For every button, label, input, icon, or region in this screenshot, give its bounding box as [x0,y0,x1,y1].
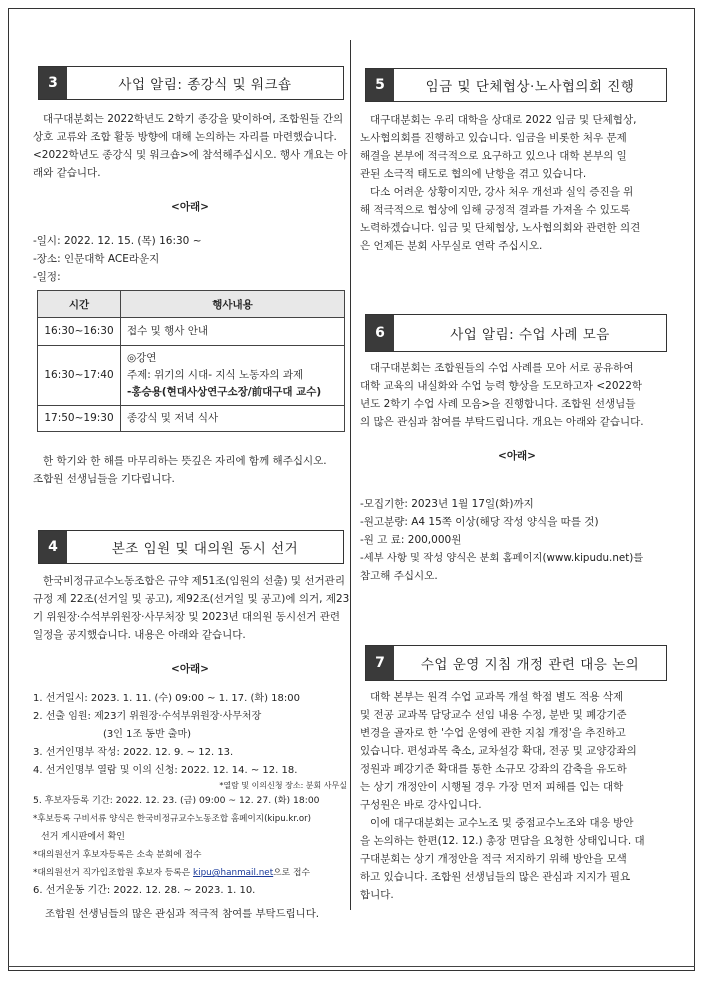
paragraph-line: 은 언제든 분회 사무실로 연락 주십시오. [360,240,543,252]
section-7 [365,645,667,681]
section-3 [38,66,344,100]
event-date: -일시: 2022. 12. 15. (목) 16:30 ~ [33,235,202,247]
paragraph-line: 일정을 공지했습니다. 내용은 아래와 같습니다. [33,629,246,641]
list-item: 1. 선거일시: 2023. 1. 11. (수) 09:00 ~ 1. 17. (화) 18:00 [33,693,300,704]
list-item: 2. 선출 임원: 제23기 위원장·수석부위원장·사무처장 [33,711,262,722]
schedule-table-wrap [37,290,345,432]
closing-line: 조합원 선생님들의 많은 관심과 적극적 참여를 부탁드립니다. [45,908,320,920]
section-3-details [33,232,347,286]
section-7-body [360,688,674,904]
paragraph-line: 상호 교류와 조합 활동 방향에 대해 논의하는 자리를 마련했습니다. [33,131,337,143]
section-number: 5 [366,69,394,101]
section-4-header [38,530,344,564]
row-line: ◎강연 [127,352,157,364]
list-note: 선거 게시판에서 확인 [41,832,125,842]
row-time: 16:30~17:40 [38,346,121,406]
closing-line: 한 학기와 한 해를 마무리하는 뜻깊은 자리에 함께 해주십시오. [43,455,327,467]
paragraph-line: 하고 있습니다. 조합원 선생님들의 많은 관심과 지지가 필요 [360,871,631,883]
paragraph-line: 규정 제 22조(선거일 및 공고), 제92조(선거일 및 공고)에 의거, 제23 [33,593,350,605]
paragraph-line: 있습니다. 편성과목 축소, 교차설강 확대, 전공 및 교양강좌의 [360,745,637,757]
row-line: 주제: 위기의 시대- 지식 노동자의 과제 [127,369,304,381]
email-link[interactable]: kipu@hanmail.net [193,868,274,878]
section-title: 사업 알림: 종강식 및 워크숍 [118,77,292,93]
paragraph-line: 한국비정규교수노동조합은 규약 제51조(임원의 선출) 및 선거관리 [43,575,345,587]
paragraph-line: 관된 소극적 태도로 협의에 난항을 겪고 있습니다. [360,168,587,180]
list-item: 3. 선거인명부 작성: 2022. 12. 9. ~ 12. 13. [33,747,234,758]
below-heading: <아래> [171,663,209,675]
paragraph-line: 기 위원장·수석부위원장·사무처장 및 2023년 대의원 동시선거 관련 [33,611,340,623]
section-title: 본조 임원 및 대의원 동시 선거 [111,541,299,557]
section-number: 6 [366,315,394,351]
paragraph-line: 노력하겠습니다. 임금 및 단체협상, 노사협의회와 관련한 의견 [360,222,641,234]
event-schedule-label: -일정: [33,271,61,283]
paragraph-line: 이에 대구대분회는 교수노조 및 중점교수노조와 대응 방안 [370,817,634,829]
row-content: 접수 및 행사 안내 [121,318,345,346]
section-4-body [33,572,350,679]
paragraph-line: 구대분회는 상기 개정안을 적극 저지하기 위해 방안을 모색 [360,853,627,865]
paragraph-line: 합니다. [360,889,394,901]
section-3-closing [33,452,347,488]
schedule-table [37,290,345,432]
section-number: 3 [39,67,67,99]
section-title: 임금 및 단체협상·노사협의회 진행 [425,79,635,95]
paragraph-line: 구성원은 바로 강사입니다. [360,799,482,811]
table-header-content: 행사내용 [121,291,345,318]
paragraph-line: 정원과 폐강기준 확대를 통한 소규모 강좌의 감축을 유도하 [360,763,627,775]
event-place: -장소: 인문대학 ACE라운지 [33,253,160,265]
paragraph-line: 대구대분회는 2022학년도 2학기 종강을 맞이하여, 조합원들 간의 [43,113,344,125]
list-item: (3인 1조 동반 출마) [103,729,192,740]
paragraph-line: 의 많은 관심과 참여를 부탁드립니다. 개요는 아래와 같습니다. [360,416,644,428]
section-6-body [360,359,674,466]
row-line: -홍승용(현대사상연구소장/前대구대 교수) [127,386,322,398]
table-header-time: 시간 [38,291,121,318]
paragraph-line: 노사협의회를 진행하고 있습니다. 임금을 비롯한 처우 문제 [360,132,627,144]
list-item: 6. 선거운동 기간: 2022. 12. 28. ~ 2023. 1. 10. [33,885,256,896]
list-note: *후보등록 구비서류 양식은 한국비정규교수노동조합 홈페이지(kipu.kr.or) [33,814,312,824]
section-title: 사업 알림: 수업 사례 모음 [450,327,610,343]
column-divider [350,40,351,910]
paragraph-line: 대구대분회는 우리 대학을 상대로 2022 임금 및 단체협상, [370,114,637,126]
paragraph-line: 대학 교육의 내실화와 수업 능력 향상을 도모하고자 <2022학 [360,380,643,392]
section-6-header [365,314,667,352]
paragraph-line: 변경을 골자로 한 '수업 운영에 관한 지침 개정'을 추진하고 [360,727,626,739]
paragraph-line: 해 적극적으로 협상에 임해 긍정적 결과를 가져올 수 있도록 [360,204,631,216]
note-text: *대의원선거 직가입조합원 후보자 등록은 [33,868,194,878]
detail-line: -원고분량: A4 15쪽 이상(해당 작성 양식을 따를 것) [360,516,599,528]
table-row [38,318,345,346]
paragraph-line: 및 전공 교과목 담당교수 선임 내용 수정, 분반 및 폐강기준 [360,709,627,721]
row-time: 17:50~19:30 [38,406,121,432]
section-7-header [365,645,667,681]
paragraph-line: 대학 본부는 원격 수업 교과목 개설 학점 별도 적용 삭제 [370,691,624,703]
detail-line: 참고해 주십시오. [360,570,438,582]
section-number: 7 [366,646,394,680]
detail-line: -모집기한: 2023년 1월 17일(화)까지 [360,498,534,510]
note-text: 으로 접수 [273,868,310,878]
section-5-body [360,111,674,255]
paragraph-line: 년도 2학기 수업 사례 모음>을 진행합니다. 조합원 선생님들 [360,398,636,410]
section-3-header [38,66,344,100]
row-content: 종강식 및 저녁 식사 [121,406,345,432]
section-6 [365,314,667,352]
paragraph-line: <2022학년도 종강식 및 워크숍>에 참석해주십시오. 행사 개요는 아 [33,149,348,161]
closing-line: 조합원 선생님들을 기다립니다. [33,473,175,485]
row-content [121,346,345,406]
section-6-details [360,495,674,585]
election-list [33,690,347,900]
detail-line: -원 고 료: 200,000원 [360,534,462,546]
bottom-rule [8,966,695,967]
list-item: 5. 후보자등록 기간: 2022. 12. 23. (금) 09:00 ~ 12. 27. (화) 18:00 [33,795,320,806]
list-note: *열람 및 이의신청 장소: 분회 사무실 [219,781,347,790]
section-5-header [365,68,667,102]
table-row [38,346,345,406]
list-note: *대의원선거 후보자등록은 소속 분회에 접수 [33,850,202,860]
paragraph-line: 해결을 본부에 적극적으로 요구하고 있으나 대학 본부의 일 [360,150,627,162]
below-heading: <아래> [171,201,209,213]
list-item: 4. 선거인명부 열람 및 이의 신청: 2022. 12. 14. ~ 12. 18. [33,765,298,776]
paragraph-line: 대구대분회는 조합원들의 수업 사례를 모아 서로 공유하여 [370,362,634,374]
list-note [33,864,347,882]
section-number: 4 [39,531,67,563]
table-row [38,406,345,432]
paragraph-line: 을 논의하는 한편(12. 12.) 총장 면담을 요청한 상태입니다. 대 [360,835,645,847]
section-4 [38,530,344,564]
paragraph-line: 다소 어려운 상황이지만, 강사 처우 개선과 실익 증진을 위 [370,186,634,198]
paragraph-line: 는 상기 개정안이 시행될 경우 가장 먼저 피해를 입는 대학 [360,781,624,793]
row-time: 16:30~16:30 [38,318,121,346]
paragraph-line: 래와 같습니다. [33,167,101,179]
section-4-closing [33,905,347,923]
section-5 [365,68,667,102]
below-heading: <아래> [498,450,536,462]
section-3-body [33,110,347,217]
section-title: 수업 운영 지침 개정 관련 대응 논의 [420,657,640,673]
detail-line: -세부 사항 및 작성 양식은 분회 홈페이지(www.kipudu.net)를 [360,552,644,564]
